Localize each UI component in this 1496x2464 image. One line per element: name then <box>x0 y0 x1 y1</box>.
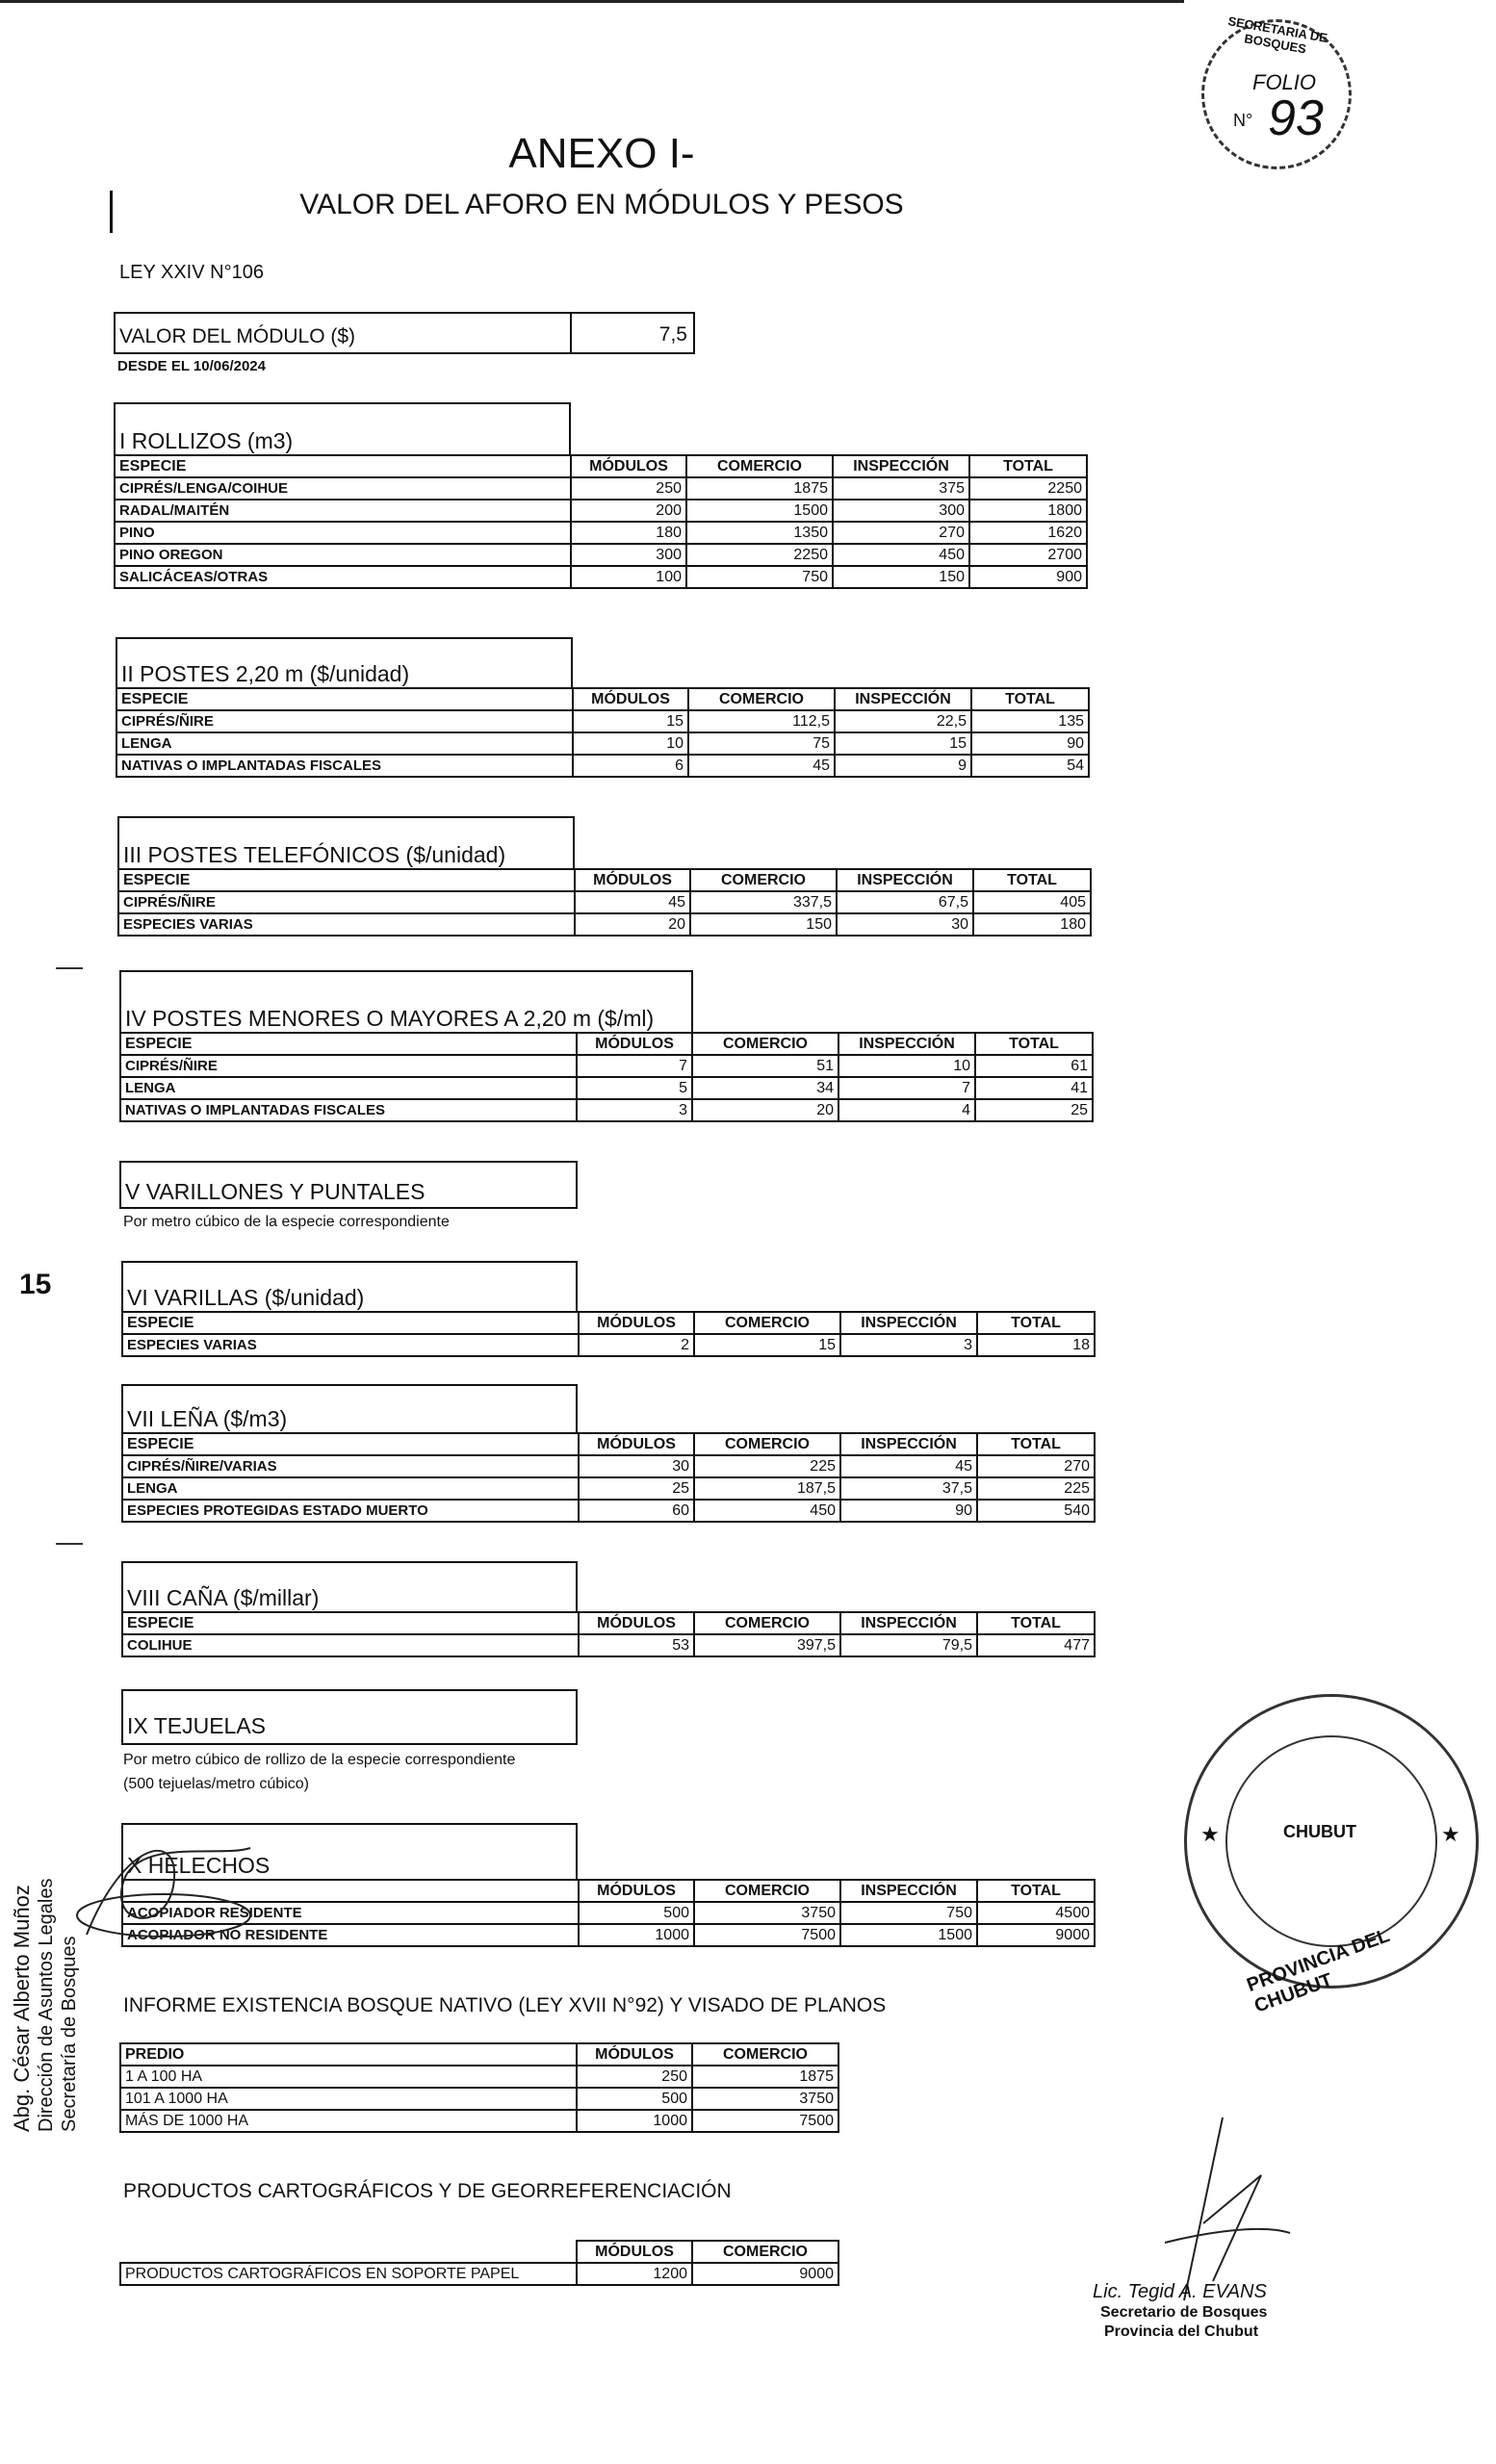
table-header-row <box>115 455 1087 477</box>
table-row <box>120 1055 1093 1077</box>
header-modulos: MÓDULOS <box>579 1312 694 1334</box>
cell-especie: CIPRÉS/ÑIRE/VARIAS <box>122 1455 579 1477</box>
cell-modulos: 1200 <box>577 2263 692 2285</box>
province-stamp <box>1184 1694 1479 2017</box>
header-especie: ESPECIE <box>122 1612 579 1634</box>
cell-comercio: 187,5 <box>694 1477 840 1500</box>
table-row <box>115 566 1087 588</box>
cell-especie: PINO <box>115 522 571 544</box>
cell-especie: ESPECIES VARIAS <box>122 1334 579 1356</box>
star-icon: ★ <box>1200 1822 1220 1846</box>
cell-especie: CIPRÉS/ÑIRE <box>118 891 575 913</box>
cell-modulos: 180 <box>571 522 686 544</box>
cell-modulos: 45 <box>575 891 690 913</box>
cell-total: 90 <box>971 732 1089 755</box>
cell-modulos: 7 <box>577 1055 692 1077</box>
table-rollizos <box>114 454 1088 589</box>
table-row <box>120 2263 838 2285</box>
header-inspeccion: INSPECCIÓN <box>840 1433 977 1455</box>
cell-comercio: 1500 <box>686 500 833 522</box>
header-inspeccion: INSPECCIÓN <box>835 688 971 710</box>
table-header-row <box>122 1433 1095 1455</box>
left-signature-scribble <box>67 1819 260 1954</box>
table-row <box>122 1634 1095 1656</box>
cell-inspeccion: 15 <box>835 732 971 755</box>
cell-inspeccion: 67,5 <box>837 891 973 913</box>
header-modulos: MÓDULOS <box>579 1612 694 1634</box>
table-header-row <box>118 869 1091 891</box>
table-row <box>118 913 1091 936</box>
folio-number: 93 <box>1268 90 1324 146</box>
cell-comercio: 397,5 <box>694 1634 840 1656</box>
cell-comercio: 34 <box>692 1077 838 1099</box>
cell-total: 2250 <box>969 477 1087 500</box>
cell-comercio: 112,5 <box>688 710 835 732</box>
cell-modulos: 20 <box>575 913 690 936</box>
left-signature-dept: Secretaría de Bosques <box>59 1936 80 2132</box>
cell-modulos: 53 <box>579 1634 694 1656</box>
header-comercio: COMERCIO <box>694 1880 840 1902</box>
cell-comercio: 9000 <box>692 2263 838 2285</box>
cell-modulos: 25 <box>579 1477 694 1500</box>
cell-inspeccion: 1500 <box>840 1924 977 1946</box>
cell-comercio: 7500 <box>694 1924 840 1946</box>
header-modulos: MÓDULOS <box>579 1433 694 1455</box>
cell-comercio: 2250 <box>686 544 833 566</box>
cell-inspeccion: 79,5 <box>840 1634 977 1656</box>
cell-total: 18 <box>977 1334 1095 1356</box>
header-total: TOTAL <box>975 1033 1093 1055</box>
province-stamp-ring: PROVINCIA DEL CHUBUT <box>1244 1925 1393 2017</box>
cell-comercio: 750 <box>686 566 833 588</box>
cell-total: 477 <box>977 1634 1095 1656</box>
section-6-title: VI VARILLAS ($/unidad) <box>121 1261 578 1311</box>
cell-total: 54 <box>971 755 1089 777</box>
cell-total: 1800 <box>969 500 1087 522</box>
cell-predio: MÁS DE 1000 HA <box>120 2110 577 2132</box>
cell-especie: ESPECIES PROTEGIDAS ESTADO MUERTO <box>122 1500 579 1522</box>
star-icon: ★ <box>1441 1822 1460 1846</box>
header-comercio: COMERCIO <box>690 869 837 891</box>
cell-modulos: 500 <box>577 2088 692 2110</box>
cell-comercio: 45 <box>688 755 835 777</box>
cell-total: 405 <box>973 891 1091 913</box>
header-modulos: MÓDULOS <box>577 2043 692 2066</box>
header-modulos: MÓDULOS <box>575 869 690 891</box>
cell-comercio: 3750 <box>694 1902 840 1924</box>
cell-inspeccion: 375 <box>833 477 969 500</box>
modulo-label: VALOR DEL MÓDULO ($) <box>116 314 572 352</box>
folio-stamp-ring-text: SECRETARIA DE BOSQUES <box>1226 13 1329 57</box>
table-header-row <box>120 1033 1093 1055</box>
cell-comercio: 1875 <box>686 477 833 500</box>
section-9-title: IX TEJUELAS <box>121 1689 578 1745</box>
cell-modulos: 250 <box>571 477 686 500</box>
cell-total: 900 <box>969 566 1087 588</box>
cell-inspeccion: 300 <box>833 500 969 522</box>
cell-total: 180 <box>973 913 1091 936</box>
cell-especie: LENGA <box>122 1477 579 1500</box>
header-inspeccion: INSPECCIÓN <box>837 869 973 891</box>
cell-especie: CIPRÉS/ÑIRE <box>120 1055 577 1077</box>
header-comercio: COMERCIO <box>692 2043 838 2066</box>
header-blank <box>120 2241 577 2263</box>
cell-modulos: 10 <box>573 732 688 755</box>
cell-total: 4500 <box>977 1902 1095 1924</box>
cell-modulos: 60 <box>579 1500 694 1522</box>
header-comercio: COMERCIO <box>688 688 835 710</box>
cell-inspeccion: 30 <box>837 913 973 936</box>
cell-total: 41 <box>975 1077 1093 1099</box>
header-inspeccion: INSPECCIÓN <box>838 1033 975 1055</box>
cell-modulos: 15 <box>573 710 688 732</box>
header-modulos: MÓDULOS <box>573 688 688 710</box>
cell-modulos: 1000 <box>577 2110 692 2132</box>
cell-total: 135 <box>971 710 1089 732</box>
cell-especie: CIPRÉS/LENGA/COIHUE <box>115 477 571 500</box>
cell-comercio: 20 <box>692 1099 838 1121</box>
table-row <box>115 477 1087 500</box>
section-5-title: V VARILLONES Y PUNTALES <box>119 1161 578 1209</box>
cell-modulos: 1000 <box>579 1924 694 1946</box>
header-especie: ESPECIE <box>120 1033 577 1055</box>
section-1-title: I ROLLIZOS (m3) <box>114 402 571 454</box>
header-modulos: MÓDULOS <box>579 1880 694 1902</box>
header-especie: ESPECIE <box>122 1312 579 1334</box>
section-10-title: X HELECHOS <box>121 1823 578 1879</box>
cell-especie: LENGA <box>116 732 573 755</box>
cell-inspeccion: 450 <box>833 544 969 566</box>
cell-especie: COLIHUE <box>122 1634 579 1656</box>
table-row <box>116 755 1089 777</box>
header-total: TOTAL <box>973 869 1091 891</box>
table-helechos <box>121 1879 1096 1947</box>
cell-inspeccion: 150 <box>833 566 969 588</box>
folio-stamp <box>1201 13 1352 169</box>
header-comercio: COMERCIO <box>694 1433 840 1455</box>
cell-comercio: 51 <box>692 1055 838 1077</box>
law-reference: LEY XXIV N°106 <box>119 262 264 283</box>
right-signature-role: Secretario de Bosques <box>1100 2304 1268 2321</box>
section-5-note: Por metro cúbico de la especie correspondiente <box>123 1214 450 1230</box>
cell-comercio: 450 <box>694 1500 840 1522</box>
header-especie: ESPECIE <box>122 1433 579 1455</box>
folio-label: FOLIO <box>1252 70 1317 94</box>
table-row <box>115 500 1087 522</box>
table-row <box>116 710 1089 732</box>
cell-especie: RADAL/MAITÉN <box>115 500 571 522</box>
table-row <box>122 1902 1095 1924</box>
header-total: TOTAL <box>969 455 1087 477</box>
left-signature-office: Dirección de Asuntos Legales <box>36 1878 57 2132</box>
table-row <box>116 732 1089 755</box>
table-row <box>120 2066 838 2088</box>
cell-comercio: 75 <box>688 732 835 755</box>
cell-modulos: 100 <box>571 566 686 588</box>
header-comercio: COMERCIO <box>686 455 833 477</box>
cell-especie: CIPRÉS/ÑIRE <box>116 710 573 732</box>
cell-especie: LENGA <box>120 1077 577 1099</box>
cell-modulos: 500 <box>579 1902 694 1924</box>
table-row <box>120 2110 838 2132</box>
modulo-since: DESDE EL 10/06/2024 <box>117 358 266 374</box>
table-header-row <box>122 1312 1095 1334</box>
table-row <box>118 891 1091 913</box>
table-header-row <box>120 2241 838 2263</box>
cell-total: 61 <box>975 1055 1093 1077</box>
informe-title: INFORME EXISTENCIA BOSQUE NATIVO (LEY XVII N°92) Y VISADO DE PLANOS <box>123 1994 887 2016</box>
table-row <box>120 2088 838 2110</box>
modulo-value-box <box>114 312 695 354</box>
cell-modulos: 200 <box>571 500 686 522</box>
page-title: ANEXO I- <box>508 130 695 177</box>
province-stamp-center: CHUBUT <box>1283 1822 1356 1841</box>
cell-inspeccion: 270 <box>833 522 969 544</box>
cell-comercio: 3750 <box>692 2088 838 2110</box>
cell-total: 540 <box>977 1500 1095 1522</box>
header-total: TOTAL <box>977 1880 1095 1902</box>
margin-mark: 15 <box>19 1269 52 1300</box>
header-total: TOTAL <box>977 1312 1095 1334</box>
right-signature-name: Lic. Tegid A. EVANS <box>1093 2281 1267 2302</box>
header-predio: PREDIO <box>120 2043 577 2066</box>
header-inspeccion: INSPECCIÓN <box>840 1312 977 1334</box>
cell-inspeccion: 4 <box>838 1099 975 1121</box>
cell-predio: 101 A 1000 HA <box>120 2088 577 2110</box>
header-total: TOTAL <box>971 688 1089 710</box>
header-modulos: MÓDULOS <box>571 455 686 477</box>
table-lena <box>121 1432 1096 1523</box>
table-row <box>122 1924 1095 1946</box>
right-signature-org: Provincia del Chubut <box>1104 2323 1259 2340</box>
cell-total: 2700 <box>969 544 1087 566</box>
header-especie: ESPECIE <box>115 455 571 477</box>
table-postes <box>116 687 1090 778</box>
table-header-row <box>122 1612 1095 1634</box>
modulo-value: 7,5 <box>658 323 687 346</box>
cell-modulos: 250 <box>577 2066 692 2088</box>
cell-modulos: 5 <box>577 1077 692 1099</box>
top-rule <box>0 0 1184 3</box>
table-row <box>120 1099 1093 1121</box>
cell-total: 270 <box>977 1455 1095 1477</box>
section-8-title: VIII CAÑA ($/millar) <box>121 1561 578 1611</box>
table-row <box>122 1455 1095 1477</box>
header-inspeccion: INSPECCIÓN <box>833 455 969 477</box>
table-postes-menores <box>119 1032 1094 1122</box>
header-comercio: COMERCIO <box>694 1612 840 1634</box>
table-header-row <box>116 688 1089 710</box>
section-9-note-1: Por metro cúbico de rollizo de la especie correspondiente <box>123 1752 516 1768</box>
cell-modulos: 2 <box>579 1334 694 1356</box>
section-9-note-2: (500 tejuelas/metro cúbico) <box>123 1776 309 1792</box>
table-row <box>122 1334 1095 1356</box>
cell-modulos: 3 <box>577 1099 692 1121</box>
cell-comercio: 1875 <box>692 2066 838 2088</box>
section-4-title: IV POSTES MENORES O MAYORES A 2,20 m ($/ml) <box>119 970 693 1032</box>
cell-inspeccion: 3 <box>840 1334 977 1356</box>
cell-modulos: 6 <box>573 755 688 777</box>
cell-comercio: 150 <box>690 913 837 936</box>
cell-predio: 1 A 100 HA <box>120 2066 577 2088</box>
table-row <box>120 1077 1093 1099</box>
cell-comercio: 337,5 <box>690 891 837 913</box>
cell-total: 1620 <box>969 522 1087 544</box>
cell-especie: ACOPIADOR RESIDENTE <box>122 1902 579 1924</box>
header-comercio: COMERCIO <box>692 2241 838 2263</box>
carto-title: PRODUCTOS CARTOGRÁFICOS Y DE GEORREFERENCIACIÓN <box>123 2180 732 2202</box>
table-cartograficos <box>119 2240 839 2286</box>
header-comercio: COMERCIO <box>694 1312 840 1334</box>
header-inspeccion: INSPECCIÓN <box>840 1880 977 1902</box>
cell-producto: PRODUCTOS CARTOGRÁFICOS EN SOPORTE PAPEL <box>120 2263 577 2285</box>
table-varillas <box>121 1311 1096 1357</box>
table-informe <box>119 2042 839 2133</box>
table-row <box>115 522 1087 544</box>
header-total: TOTAL <box>977 1433 1095 1455</box>
cell-comercio: 7500 <box>692 2110 838 2132</box>
header-modulos: MÓDULOS <box>577 2241 692 2263</box>
table-header-row <box>122 1880 1095 1902</box>
cell-inspeccion: 7 <box>838 1077 975 1099</box>
cell-inspeccion: 90 <box>840 1500 977 1522</box>
margin-tick <box>56 1543 83 1545</box>
table-header-row <box>120 2043 838 2066</box>
cell-comercio: 225 <box>694 1455 840 1477</box>
table-postes-telefonicos <box>117 868 1092 937</box>
folio-prefix: N° <box>1233 111 1253 130</box>
page-subtitle: VALOR DEL AFORO EN MÓDULOS Y PESOS <box>299 189 904 220</box>
left-signature-name: Abg. César Alberto Muñoz <box>10 1885 34 2132</box>
header-modulos: MÓDULOS <box>577 1033 692 1055</box>
cell-especie: SALICÁCEAS/OTRAS <box>115 566 571 588</box>
header-especie: ESPECIE <box>116 688 573 710</box>
section-3-title: III POSTES TELEFÓNICOS ($/unidad) <box>117 816 575 868</box>
cell-especie: NATIVAS O IMPLANTADAS FISCALES <box>120 1099 577 1121</box>
cell-especie: ACOPIADOR NO RESIDENTE <box>122 1924 579 1946</box>
cell-comercio: 15 <box>694 1334 840 1356</box>
header-inspeccion: INSPECCIÓN <box>840 1612 977 1634</box>
table-row <box>122 1477 1095 1500</box>
cell-especie: PINO OREGON <box>115 544 571 566</box>
table-row <box>122 1500 1095 1522</box>
cell-inspeccion: 45 <box>840 1455 977 1477</box>
cell-modulos: 300 <box>571 544 686 566</box>
table-cana <box>121 1611 1096 1657</box>
cell-inspeccion: 22,5 <box>835 710 971 732</box>
cell-inspeccion: 37,5 <box>840 1477 977 1500</box>
margin-tick <box>56 967 83 969</box>
cell-especie: NATIVAS O IMPLANTADAS FISCALES <box>116 755 573 777</box>
cell-inspeccion: 10 <box>838 1055 975 1077</box>
cell-modulos: 30 <box>579 1455 694 1477</box>
cell-especie: ESPECIES VARIAS <box>118 913 575 936</box>
cell-total: 225 <box>977 1477 1095 1500</box>
section-7-title: VII LEÑA ($/m3) <box>121 1384 578 1432</box>
table-row <box>115 544 1087 566</box>
cell-total: 25 <box>975 1099 1093 1121</box>
header-total: TOTAL <box>977 1612 1095 1634</box>
cell-comercio: 1350 <box>686 522 833 544</box>
cell-inspeccion: 750 <box>840 1902 977 1924</box>
cell-total: 9000 <box>977 1924 1095 1946</box>
cell-inspeccion: 9 <box>835 755 971 777</box>
section-2-title: II POSTES 2,20 m ($/unidad) <box>116 637 573 687</box>
header-especie: ESPECIE <box>118 869 575 891</box>
header-comercio: COMERCIO <box>692 1033 838 1055</box>
